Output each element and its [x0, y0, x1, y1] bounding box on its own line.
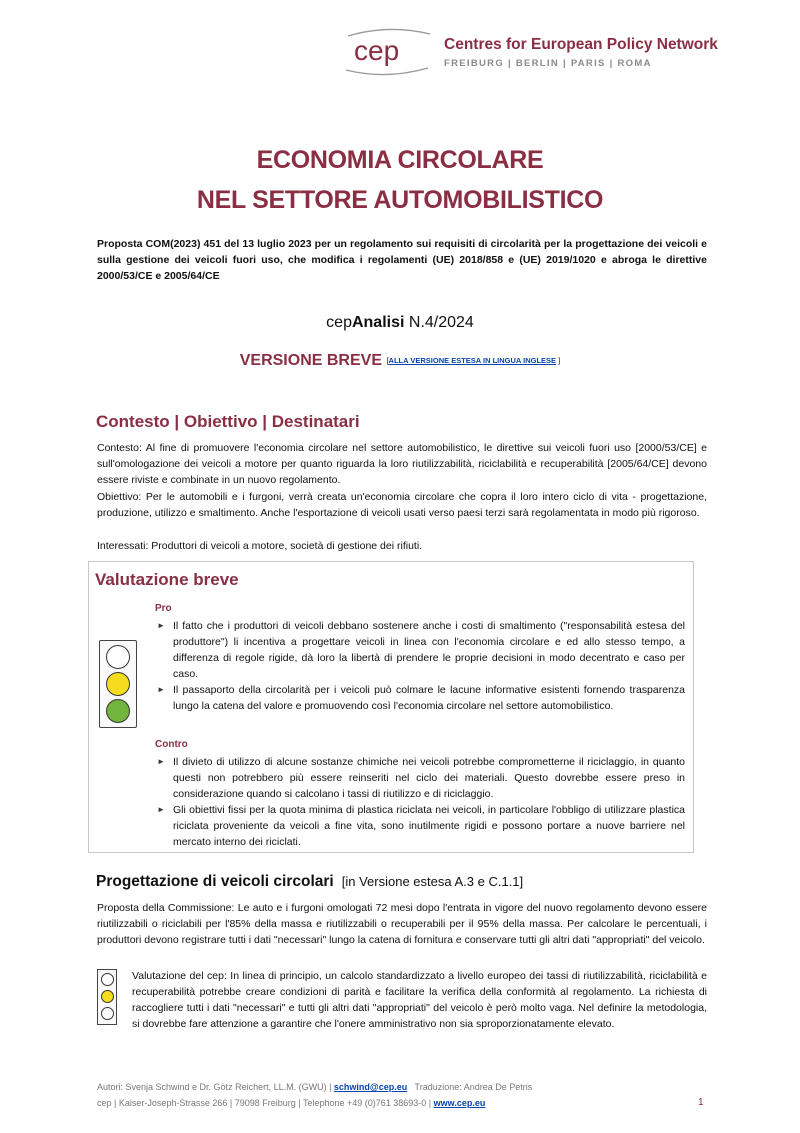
contro-item: ► Gli obiettivi fissi per la quota minima di plastica riciclata nei veicoli, in particolare l'obbligo di utilizzare plastica riciclata proveniente da veicoli a fine vita, sono inutilmente rigidi e possono portare a nuove barriere nel mercato interno dei riciclati.	[155, 802, 685, 850]
org-name: Centres for European Policy Network	[444, 36, 718, 53]
versione-link-wrap	[386, 356, 560, 365]
small-light-top	[101, 973, 114, 986]
small-light-bottom	[101, 1007, 114, 1020]
header-logo	[340, 26, 720, 78]
address-text: cep | Kaiser-Joseph-Strasse 266 | 79098 Freiburg | Telephone +49 (0)761 38693-0 |	[97, 1098, 434, 1108]
pro-item: ► Il passaporto della circolarità per i veicoli può colmare le lacune informative esistenti fornendo trasparenza lungo la catena del valore e promuovendo così l'economia circolare nel settore automobilistico.	[155, 682, 685, 714]
proposta-text: Le auto e i furgoni omologati 72 mesi dopo l'entrata in vigore del nuovo regolamento devono essere riutilizzabili o riciclabili per l'85% della massa e riutilizzabili o recuperabili per il 95% della massa. Per calcolare le percentuali, i produttori devono registrare tutti i dati "necessari" lungo la catena di fornitura e conservare tutti gli altri dati "appropriati" del veicolo.	[97, 902, 707, 946]
contro-label: Contro	[155, 739, 188, 750]
pro-list	[155, 618, 685, 714]
evaluation-label: Valutazione del cep:	[132, 970, 227, 982]
light-bottom	[106, 699, 130, 723]
contesto-paragraph	[97, 440, 707, 488]
website-link[interactable]: www.cep.eu	[433, 1098, 486, 1108]
bracket-open: [	[386, 356, 389, 365]
small-traffic-light-icon	[97, 969, 117, 1025]
cep-logo-icon	[340, 26, 436, 78]
traffic-light-icon	[99, 640, 137, 728]
logo-text: cep	[354, 35, 400, 66]
contesto-label: Contesto:	[97, 442, 142, 454]
footer-address	[97, 1098, 707, 1108]
light-top	[106, 645, 130, 669]
translation-text: Traduzione: Andrea De Petris	[407, 1082, 533, 1092]
pro-item: ► Il fatto che i produttori di veicoli debbano sostenere anche i costi di smaltimento ("responsabilità estesa del produttore") li incentiva a progettare veicoli in linea con l'economia circolare e ed allo stesso tempo, a differenza di regole rigide, dà loro la libertà di prendere le proprie decisioni in modo decentrato e caso per caso.	[155, 618, 685, 682]
title-line-2: NEL SETTORE AUTOMOBILISTICO	[196, 186, 604, 214]
analisi-bold: Analisi	[351, 314, 405, 331]
versione-label: VERSIONE BREVE	[239, 352, 382, 369]
contro-item: ► Il divieto di utilizzo di alcune sostanze chimiche nei veicoli potrebbe comprometterne il riciclaggio, in quanto questi non potrebbero più essere reinseriti nel ciclo dei materiali. Questo dovrebbe essere preso in considerazione quando si calcolano i tassi di riutilizzo e di riciclaggio.	[155, 754, 685, 802]
analisi-number	[0, 314, 800, 332]
footer-authors	[97, 1082, 707, 1092]
valutazione-box	[88, 561, 694, 853]
versione-breve	[0, 352, 800, 370]
obiettivo-label: Obiettivo:	[97, 491, 142, 503]
page-number: 1	[698, 1097, 704, 1108]
light-middle	[106, 672, 130, 696]
obiettivo-paragraph	[97, 489, 707, 521]
obiettivo-text: Per le automobili e i furgoni, verrà creata un'economia circolare che copra il loro intero ciclo di vita - progettazione, produzione, utilizzo e smaltimento. Anche l'esportazione di veicoli usati verso paesi terzi sarà regolamentata in modo più rigoroso.	[97, 491, 707, 519]
pro-label: Pro	[155, 603, 172, 614]
progettazione-ref: [in Versione estesa A.3 e C.1.1]	[341, 874, 524, 889]
interessati-paragraph	[97, 538, 707, 554]
evaluation-text: In linea di principio, un calcolo standardizzato a livello europeo dei tassi di riutilizzabilità, riciclabilità e recuperabilità potrebbe creare condizioni di parità e facilitare la verifica della conformità al regolamento. La richiesta di raccogliere tutti i dati "necessari" e tutti gli altri dati "appropriati" del veicolo è però molto vaga. Nel definire la metodologia, si dovrebbe fare attenzione a garantire che l'onere amministrativo non sia sproporzionatamente elevato.	[132, 970, 707, 1030]
contesto-heading: Contesto | Obiettivo | Destinatari	[96, 412, 360, 431]
title-line-1: ECONOMIA CIRCOLARE	[256, 146, 544, 174]
contesto-text: Al fine di promuovere l'economia circolare nel settore automobilistico, le direttive sui veicoli fuori uso [2000/53/CE] e sull'omologazione dei veicoli a motore per quanto riguarda la loro riutilizzabilità, riciclabilità e recuperabilità [2005/64/CE] devono essere riviste e combinate in un nuovo regolamento.	[97, 442, 707, 486]
proposal-text: Proposta COM(2023) 451 del 13 luglio 2023 per un regolamento sui requisiti di circolarità per la progettazione dei veicoli e sulla gestione dei veicoli fuori uso, che modifica i regolamenti (UE) 2018/858 e (UE) 2019/1020 e abroga le direttive 2000/53/CE e 2005/64/CE	[97, 238, 707, 282]
analisi-prefix: cep	[326, 314, 352, 331]
interessati-label: Interessati:	[97, 540, 149, 552]
authors-text: Autori: Svenja Schwind e Dr. Götz Reichert, LL.M. (GWU) |	[97, 1082, 334, 1092]
org-cities: FREIBURG | BERLIN | PARIS | ROMA	[444, 58, 652, 69]
progettazione-heading	[96, 873, 523, 891]
analisi-num: N.4/2024	[404, 314, 474, 331]
progettazione-title: Progettazione di veicoli circolari	[96, 873, 334, 890]
interessati-text: Produttori di veicoli a motore, società di gestione dei rifiuti.	[148, 540, 423, 552]
small-light-middle	[101, 990, 114, 1003]
proposta-label: Proposta della Commissione:	[97, 902, 235, 914]
cep-evaluation-paragraph	[132, 968, 707, 1032]
contro-list	[155, 754, 685, 850]
author-email-link[interactable]: schwind@cep.eu	[333, 1082, 408, 1092]
valutazione-heading: Valutazione breve	[95, 570, 239, 589]
proposta-paragraph	[97, 900, 707, 948]
bracket-close: ]	[558, 356, 561, 365]
extended-version-link[interactable]: ALLA VERSIONE ESTESA IN LINGUA INGLESE	[388, 356, 557, 365]
